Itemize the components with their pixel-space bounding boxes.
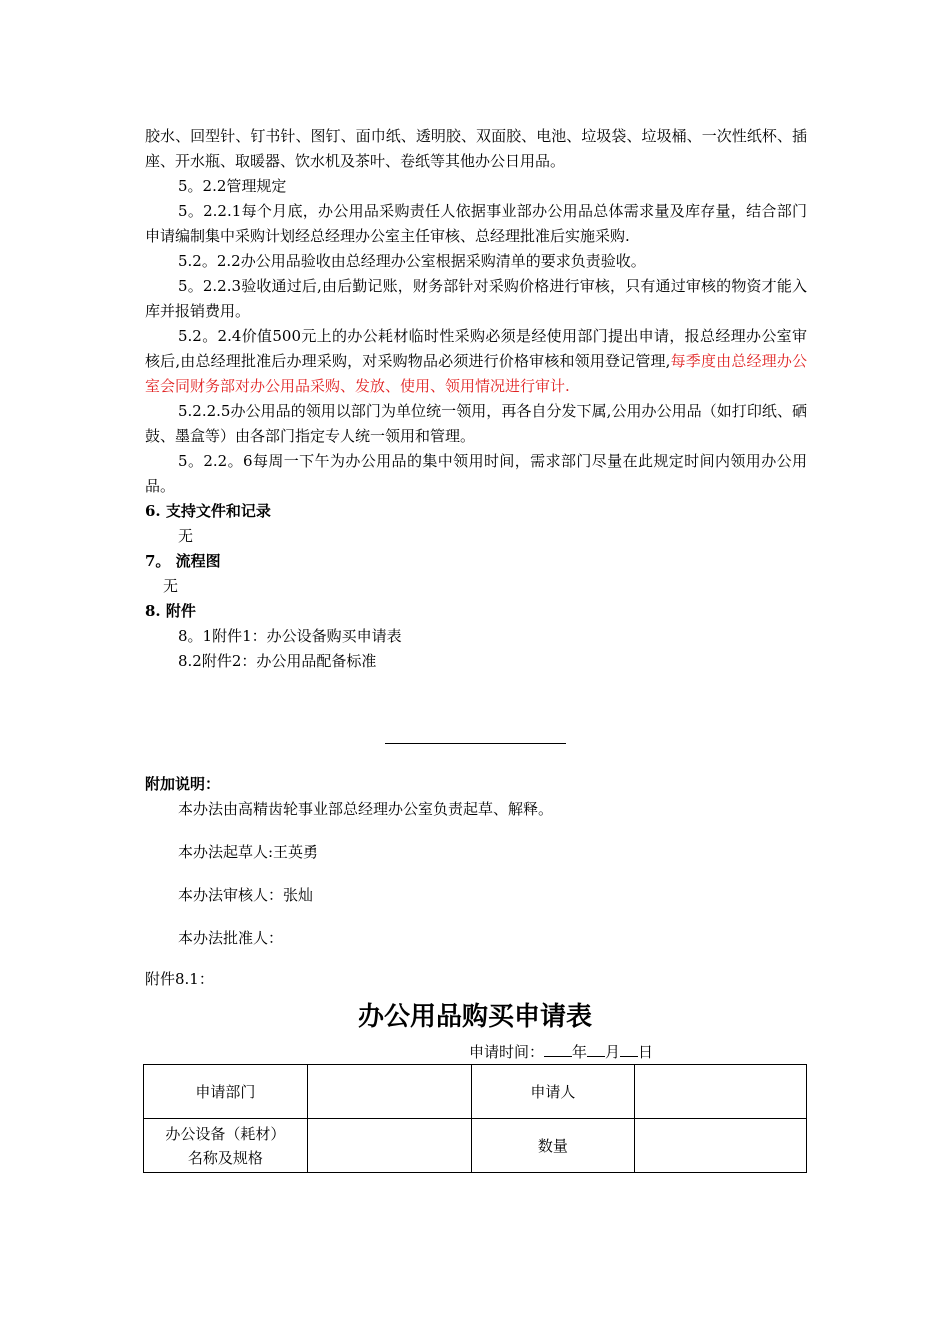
- quantity-label-cell: 数量: [471, 1119, 635, 1173]
- section-separator: [385, 743, 566, 744]
- section-6-heading: 6. 支持文件和记录: [145, 502, 271, 520]
- applicant-label-cell: 申请人: [471, 1065, 635, 1119]
- apply-time-label: 申请时间：: [469, 1043, 545, 1061]
- year-label: 年: [572, 1043, 588, 1061]
- notes-approver: 本办法批准人：: [178, 929, 284, 947]
- notes-drafting-responsibility: 本办法由高精齿轮事业部总经理办公室负责起草、解释。: [178, 800, 554, 818]
- department-input-cell[interactable]: [307, 1065, 471, 1119]
- paragraph-5-2-2: 5。2.2管理规定: [178, 177, 287, 195]
- attachment-item-1: 8。1附件1：办公设备购买申请表: [178, 627, 402, 645]
- paragraph-5-2-2-3: 5。2.2.3验收通过后,由后勤记账，财务部针对采购价格进行审核，只有通过审核的物资才能入库并报销费用。: [145, 277, 807, 320]
- day-label: 日: [638, 1043, 654, 1061]
- section-7-text: 无: [163, 577, 179, 595]
- paragraph-5-2-2-4-text: 5.2。2.4价值500元上的办公耗材临时性采购必须是经使用部门提出申请，报总经理办公室审核后,由总经理批准后办理采购，对采购物品必须进行价格审核和领用登记管理,: [145, 327, 807, 370]
- month-label: 月: [605, 1043, 621, 1061]
- application-form-table: [143, 1064, 807, 1173]
- paragraph-5-2-2-4: [145, 324, 807, 399]
- section-7-heading: 7。 流程图: [145, 552, 221, 570]
- section-8-heading: 8. 附件: [145, 602, 196, 620]
- apply-time: [469, 1040, 653, 1062]
- paragraph-5-2-2-1: 5。2.2.1每个月底，办公用品采购责任人依据事业部办公用品总体需求量及库存量，结合部门申请编制集中采购计划经总经理办公室主任审核、总经理批准后实施采购.: [145, 202, 807, 245]
- department-label-cell: 申请部门: [144, 1065, 308, 1119]
- document-body: [145, 124, 807, 674]
- form-title: 办公用品购买申请表: [357, 1002, 592, 1032]
- audit-highlight-text: 每季度由总经理办公室会同财务部对办公用品采购、发放、使用、领用情况进行审计.: [145, 352, 807, 395]
- table-row: [144, 1065, 807, 1119]
- item-name-label-line1: 办公设备（耗材）: [165, 1124, 286, 1143]
- item-name-input-cell[interactable]: [307, 1119, 471, 1173]
- notes-reviewer: 本办法审核人：张灿: [178, 886, 314, 904]
- paragraph-5-2-2-6: 5。2.2。6每周一下午为办公用品的集中领用时间，需求部门尽量在此规定时间内领用办公用品。: [145, 452, 807, 495]
- table-row: [144, 1119, 807, 1173]
- item-name-label-cell: [144, 1119, 308, 1173]
- attachment-item-2: 8.2附件2：办公用品配备标准: [178, 652, 377, 670]
- annex-label: 附件8.1：: [145, 970, 214, 988]
- paragraph-5-2-2-5: 5.2.2.5办公用品的领用以部门为单位统一领用，再各自分发下属,公用办公用品（如打印纸、硒鼓、墨盒等）由各部门指定专人统一领用和管理。: [145, 402, 807, 445]
- additional-notes-label: 附加说明：: [145, 775, 221, 793]
- notes-drafter: 本办法起草人:王英勇: [178, 843, 319, 861]
- additional-notes: [145, 772, 807, 951]
- month-blank[interactable]: [587, 1040, 605, 1057]
- applicant-input-cell[interactable]: [635, 1065, 807, 1119]
- paragraph-5-2-2-2: 5.2。2.2办公用品验收由总经理办公室根据采购清单的要求负责验收。: [178, 252, 646, 270]
- day-blank[interactable]: [620, 1040, 638, 1057]
- year-blank[interactable]: [544, 1040, 572, 1057]
- quantity-input-cell[interactable]: [635, 1119, 807, 1173]
- paragraph-supplies-list: 胶水、回型针、钉书针、图钉、面巾纸、透明胶、双面胶、电池、垃圾袋、垃圾桶、一次性纸杯、插座、开水瓶、取暖器、饮水机及茶叶、卷纸等其他办公日用品。: [145, 127, 807, 170]
- section-6-text: 无: [178, 527, 194, 545]
- item-name-label-line2: 名称及规格: [187, 1148, 263, 1167]
